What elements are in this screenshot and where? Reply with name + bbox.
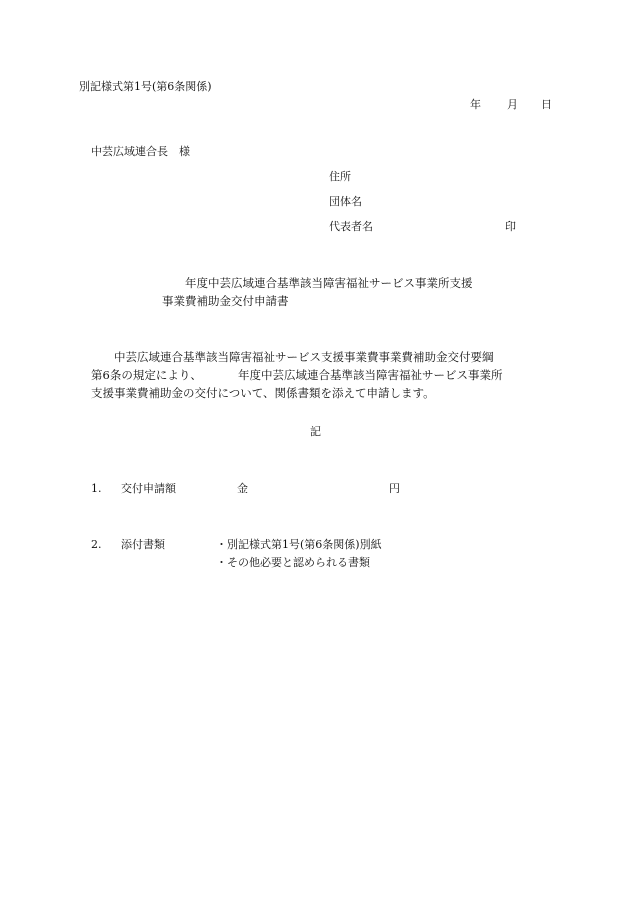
body-line-3: 支援事業費補助金の交付について、関係書類を添えて申請します。 (91, 386, 435, 400)
item-1-label: 交付申請額 (121, 482, 176, 495)
item-2-entry-1: ・別記様式第1号(第6条関係)別紙 (216, 538, 382, 551)
item-1-prefix: 金 (237, 482, 248, 495)
date-day: 日 (541, 98, 552, 111)
date-year: 年 (470, 98, 481, 111)
form-label: 別記様式第1号(第6条関係) (79, 80, 212, 93)
body-line-2-start: 第6条の規定により、 (91, 368, 202, 382)
body-line-1: 中芸広域連合基準該当障害福祉サービス支援事業費事業費補助金交付要綱 (114, 350, 494, 364)
body-line-2-end: 年度中芸広域連合基準該当障害福祉サービス事業所 (238, 368, 503, 382)
item-1-suffix: 円 (389, 482, 400, 495)
addressee: 中芸広域連合長 様 (91, 145, 190, 158)
item-2-entry-2: ・その他必要と認められる書類 (216, 556, 370, 569)
address-label: 住所 (329, 170, 351, 183)
representative-label: 代表者名 (329, 220, 373, 233)
org-name-label: 団体名 (329, 195, 362, 208)
document-title-line1: 年度中芸広域連合基準該当障害福祉サービス事業所支援 (185, 276, 473, 290)
ki-heading: 記 (310, 425, 321, 438)
item-1-number: 1. (91, 482, 102, 495)
document-title-line2: 事業費補助金交付申請書 (162, 294, 289, 308)
seal-mark: 印 (505, 220, 516, 233)
date-month: 月 (507, 98, 518, 111)
item-2-number: 2. (91, 538, 102, 551)
item-2-label: 添付書類 (121, 538, 165, 551)
